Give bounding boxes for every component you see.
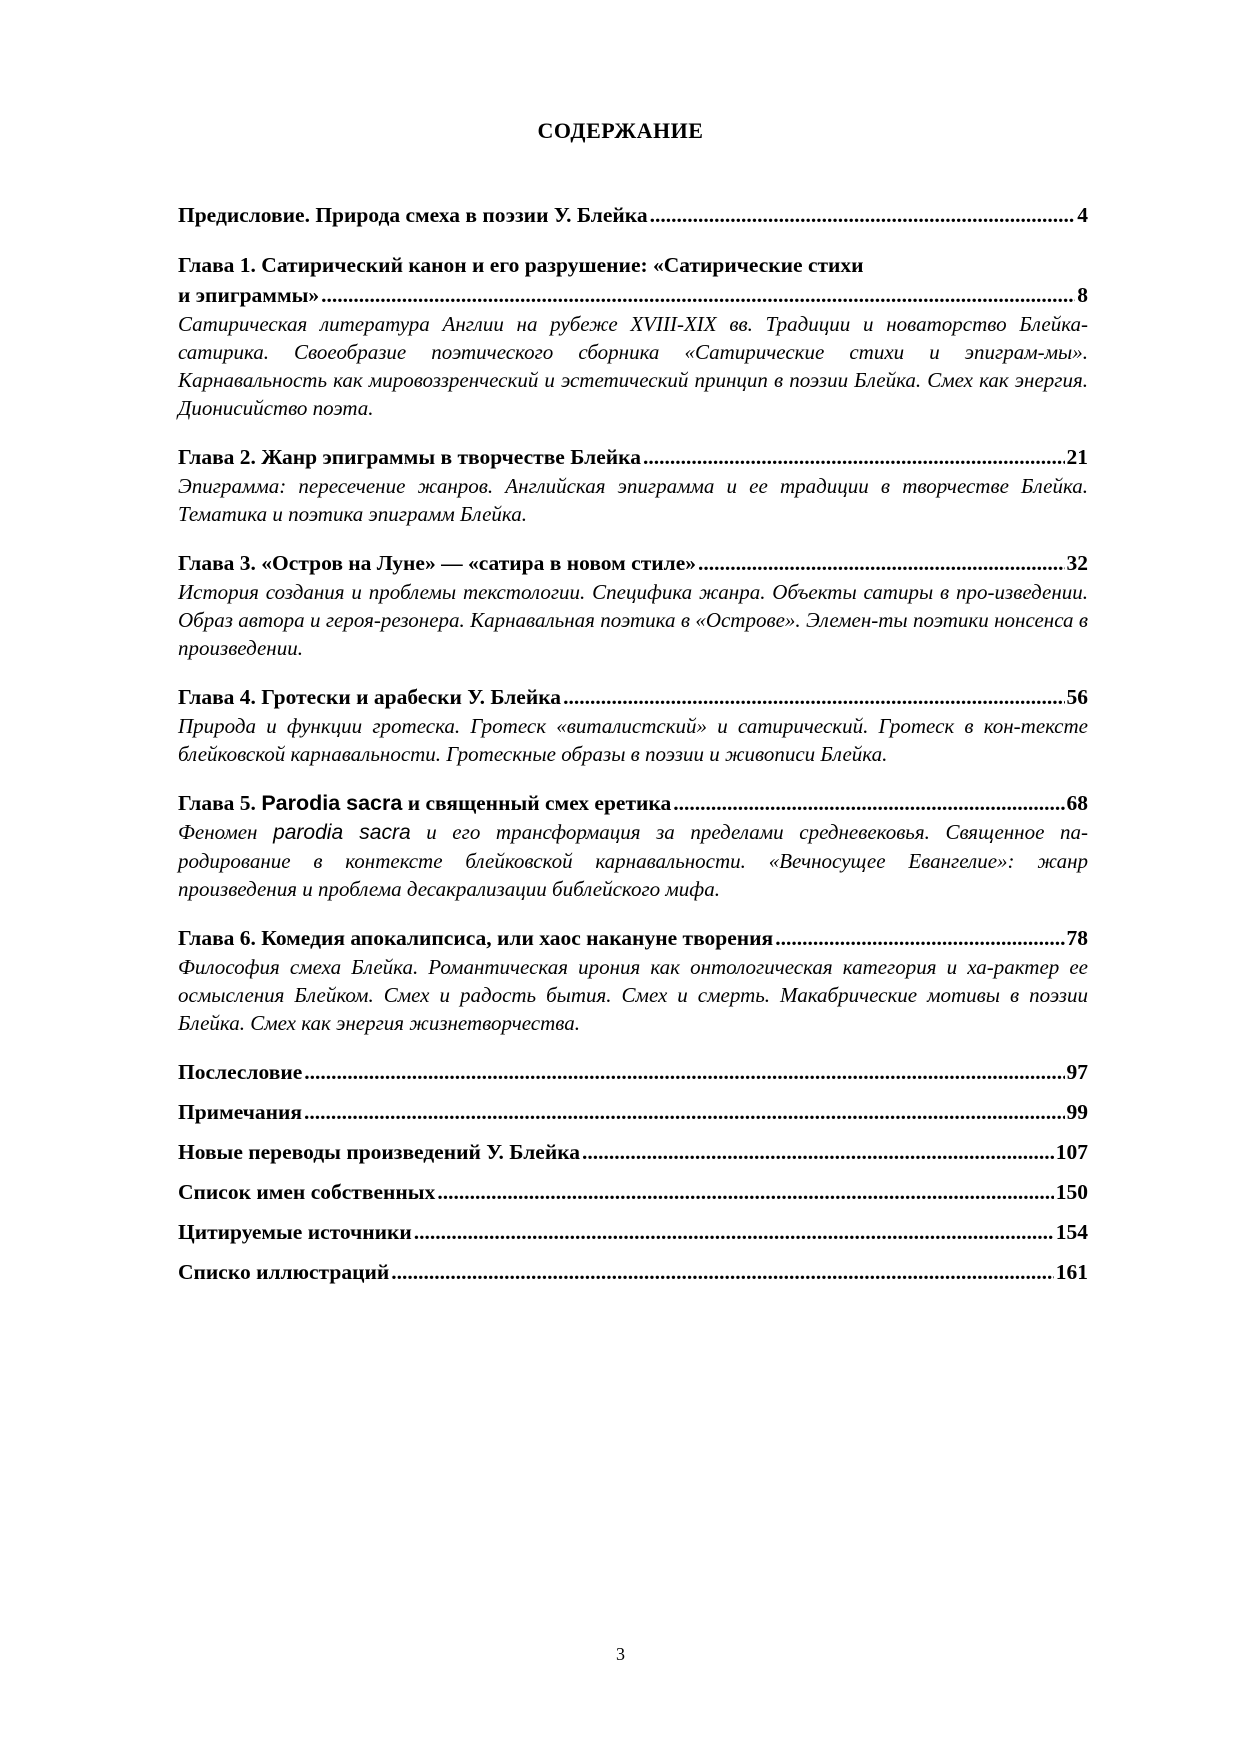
toc-description: Сатирическая литература Англии на рубеже XVIII-XIX вв. Традиции и новаторство Блейка-сатирика. Своеобразие поэтического сборника «Сатирические стихи и эпиграм-мы». Карнавальность как мировоззренческий и эстетический принцип в поэзии Блейка. Смех как энергия. Дионисийство поэта.	[178, 312, 1088, 420]
toc-entry-chapter-2[interactable]	[178, 442, 1088, 528]
toc-line	[178, 682, 1088, 712]
toc-page: 21	[1066, 445, 1088, 469]
toc-line	[178, 1097, 1088, 1127]
toc-page: 78	[1066, 926, 1088, 950]
toc-page: 4	[1077, 203, 1088, 227]
leader-dots	[391, 1257, 1053, 1287]
toc-desc-latin: parodia sacra	[273, 821, 411, 844]
toc-title: Глава 3. «Остров на Луне» — «сатира в новом стиле»	[178, 551, 697, 575]
toc-description: Философия смеха Блейка. Романтическая ирония как онтологическая категория и ха-рактер ее осмысления Блейком. Смех и радость бытия. Смех и смерть. Макабрические мотивы в поэзии Блейка. Смех как энергия жизнетворчества.	[178, 955, 1088, 1035]
toc-title-line1: Глава 1. Сатирический канон и его разрушение: «Сатирические стихи	[178, 253, 864, 277]
toc-entry-sources[interactable]	[178, 1217, 1088, 1247]
toc-entry-illustrations[interactable]	[178, 1257, 1088, 1287]
toc-page: 99	[1066, 1100, 1088, 1124]
toc-page: 161	[1055, 1260, 1088, 1284]
toc-entry-chapter-1[interactable]	[178, 250, 1088, 422]
toc-line	[178, 1057, 1088, 1087]
toc-title-suffix: и священный смех еретика	[402, 791, 672, 815]
toc-title	[178, 788, 671, 818]
leader-dots	[304, 1057, 1064, 1087]
toc-title: Списко иллюстраций	[178, 1260, 390, 1284]
toc-description	[178, 818, 1088, 903]
leader-dots	[775, 923, 1064, 953]
page-number: 3	[616, 1644, 625, 1664]
toc-entry-chapter-4[interactable]	[178, 682, 1088, 768]
toc-line	[178, 1137, 1088, 1167]
toc-description: Эпиграмма: пересечение жанров. Английская эпиграмма и ее традиции в творчестве Блейка. Тематика и поэтика эпиграмм Блейка.	[178, 474, 1088, 526]
toc-line	[178, 788, 1088, 818]
toc-line	[178, 442, 1088, 472]
toc-line	[178, 1217, 1088, 1247]
toc-description: Природа и функции гротеска. Гротеск «виталистский» и сатирический. Гротеск в кон-тексте блейковской карнавальности. Гротескные образы в поэзии и живописи Блейка.	[178, 714, 1088, 766]
leader-dots	[437, 1177, 1053, 1207]
toc-title-latin: Parodia sacra	[261, 791, 403, 815]
toc-title: Список имен собственных	[178, 1180, 436, 1204]
toc-entry-chapter-6[interactable]	[178, 923, 1088, 1037]
toc-title: Глава 4. Гротески и арабески У. Блейка	[178, 685, 562, 709]
toc-title: Цитируемые источники	[178, 1220, 412, 1244]
leader-dots	[414, 1217, 1054, 1247]
toc-line	[178, 923, 1088, 953]
leader-dots	[650, 200, 1076, 230]
toc-line	[178, 1257, 1088, 1287]
toc-line	[178, 280, 1088, 310]
toc-page: 150	[1055, 1180, 1088, 1204]
toc-title: Предисловие. Природа смеха в поэзии У. Блейка	[178, 203, 648, 227]
toc-page: 154	[1055, 1220, 1088, 1244]
toc-line	[178, 1177, 1088, 1207]
toc-page: 8	[1077, 283, 1088, 307]
toc-entry-notes[interactable]	[178, 1097, 1088, 1127]
toc-page: 97	[1066, 1060, 1088, 1084]
leader-dots	[643, 442, 1065, 472]
toc-title: и эпиграммы»	[178, 283, 320, 307]
page-title: СОДЕРЖАНИЕ	[537, 118, 704, 143]
toc-title: Послесловие	[178, 1060, 303, 1084]
toc-description: История создания и проблемы текстологии. Специфика жанра. Объекты сатиры в про-изведении. Образ автора и героя-резонера. Карнавальная поэтика в «Острове». Элемен-ты поэтики нонсенса в произведении.	[178, 580, 1088, 660]
leader-dots	[304, 1097, 1064, 1127]
toc-entry-preface[interactable]	[178, 200, 1088, 230]
toc-entry-translations[interactable]	[178, 1137, 1088, 1167]
toc-entry-chapter-5[interactable]	[178, 788, 1088, 903]
toc-desc-prefix: Феномен	[178, 820, 274, 844]
toc-title: Глава 6. Комедия апокалипсиса, или хаос накануне творения	[178, 926, 774, 950]
leader-dots	[563, 682, 1064, 712]
toc-page: 68	[1066, 791, 1088, 815]
toc-entry-names-index[interactable]	[178, 1177, 1088, 1207]
toc-entry-afterword[interactable]	[178, 1057, 1088, 1087]
leader-dots	[698, 548, 1064, 578]
table-of-contents	[178, 200, 1088, 1297]
toc-title: Примечания	[178, 1100, 303, 1124]
toc-title: Глава 2. Жанр эпиграммы в творчестве Блейка	[178, 445, 641, 469]
toc-title-prefix: Глава 5.	[178, 791, 262, 815]
leader-dots	[582, 1137, 1054, 1167]
toc-page: 32	[1066, 551, 1088, 575]
toc-page: 107	[1055, 1140, 1088, 1164]
leader-dots	[321, 280, 1075, 310]
leader-dots	[673, 788, 1064, 818]
toc-line	[178, 200, 1088, 230]
toc-entry-chapter-3[interactable]	[178, 548, 1088, 662]
toc-line	[178, 548, 1088, 578]
toc-title: Новые переводы произведений У. Блейка	[178, 1140, 581, 1164]
toc-desc-suffix: и его трансформация за пределами средневековья. Священное па-родирование в контексте блейковской карнавальности. «Вечносущее Евангелие»: жанр произведения и проблема десакрализации библейского мифа.	[178, 820, 1088, 901]
toc-page: 56	[1066, 685, 1088, 709]
